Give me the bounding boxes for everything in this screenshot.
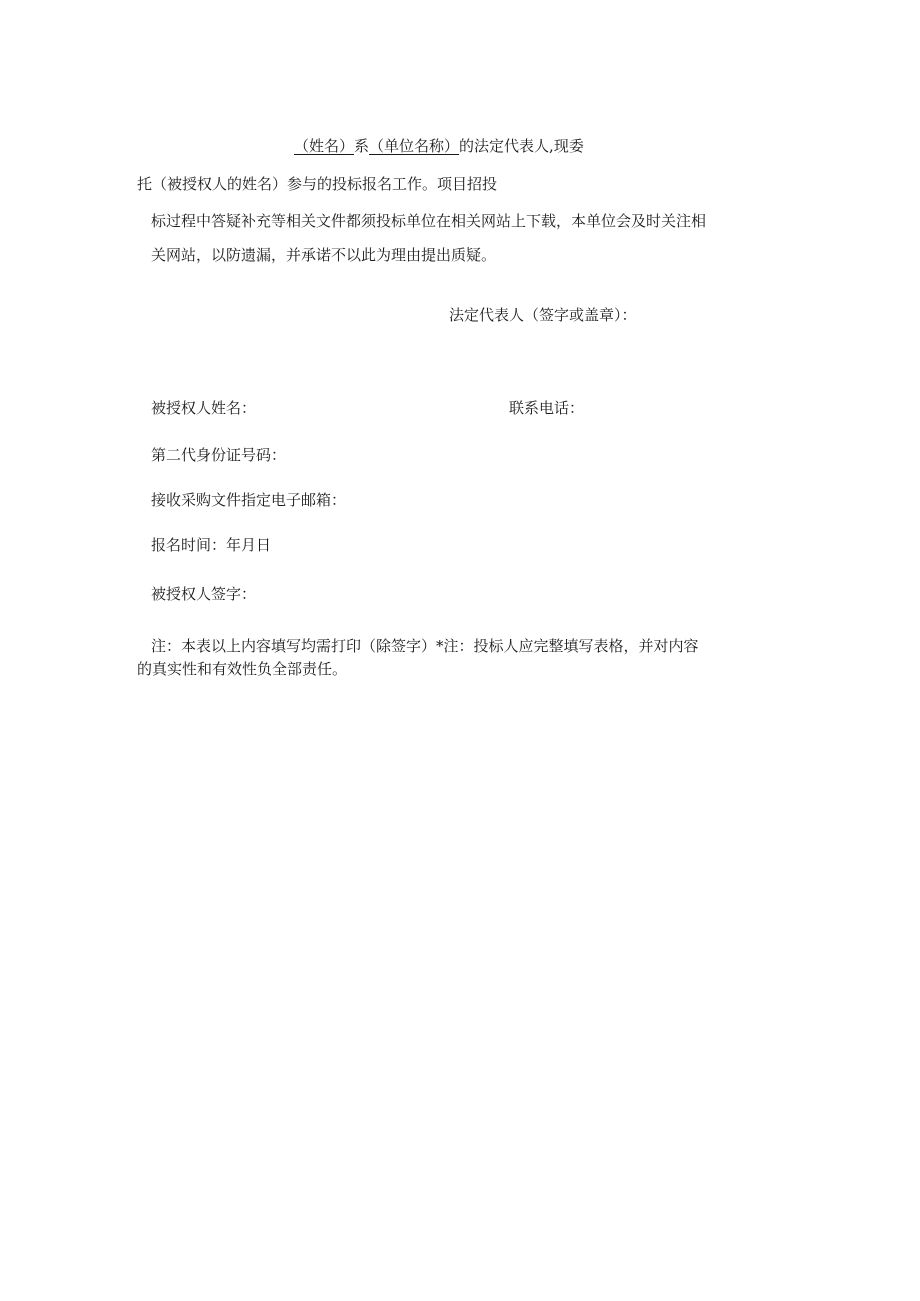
note-line-1: 注：本表以上内容填写均需打印（除签字）*注：投标人应完整填写表格，并对内容: [151, 637, 699, 655]
intro-line-4: 关网站，以防遗漏，并承诺不以此为理由提出质疑。: [151, 246, 497, 264]
email-label: 接收采购文件指定电子邮箱：: [151, 491, 347, 509]
intro-line-1: [294, 136, 584, 156]
authorized-signature-label: 被授权人签字：: [151, 585, 257, 603]
intro-connector: 系: [354, 137, 370, 155]
intro-line-1-rest: 的法定代表人,现委: [459, 137, 584, 155]
name-placeholder: （姓名）: [294, 137, 355, 155]
unit-name-placeholder: （单位名称）: [369, 137, 460, 155]
note-line-2: 的真实性和有效性负全部责任。: [137, 660, 348, 678]
legal-representative-signature-label: 法定代表人（签字或盖章）：: [449, 306, 637, 324]
intro-line-3: 标过程中答疑补充等相关文件都须投标单位在相关网站上下载，本单位会及时关注相: [151, 212, 707, 230]
intro-line-2: 托（被授权人的姓名）参与的投标报名工作。项目招投: [137, 175, 498, 193]
phone-label: 联系电话：: [509, 399, 585, 417]
id-number-label: 第二代身份证号码：: [151, 446, 287, 464]
registration-time-label: 报名时间：年月日: [151, 536, 272, 554]
authorized-person-name-label: 被授权人姓名：: [151, 399, 257, 417]
